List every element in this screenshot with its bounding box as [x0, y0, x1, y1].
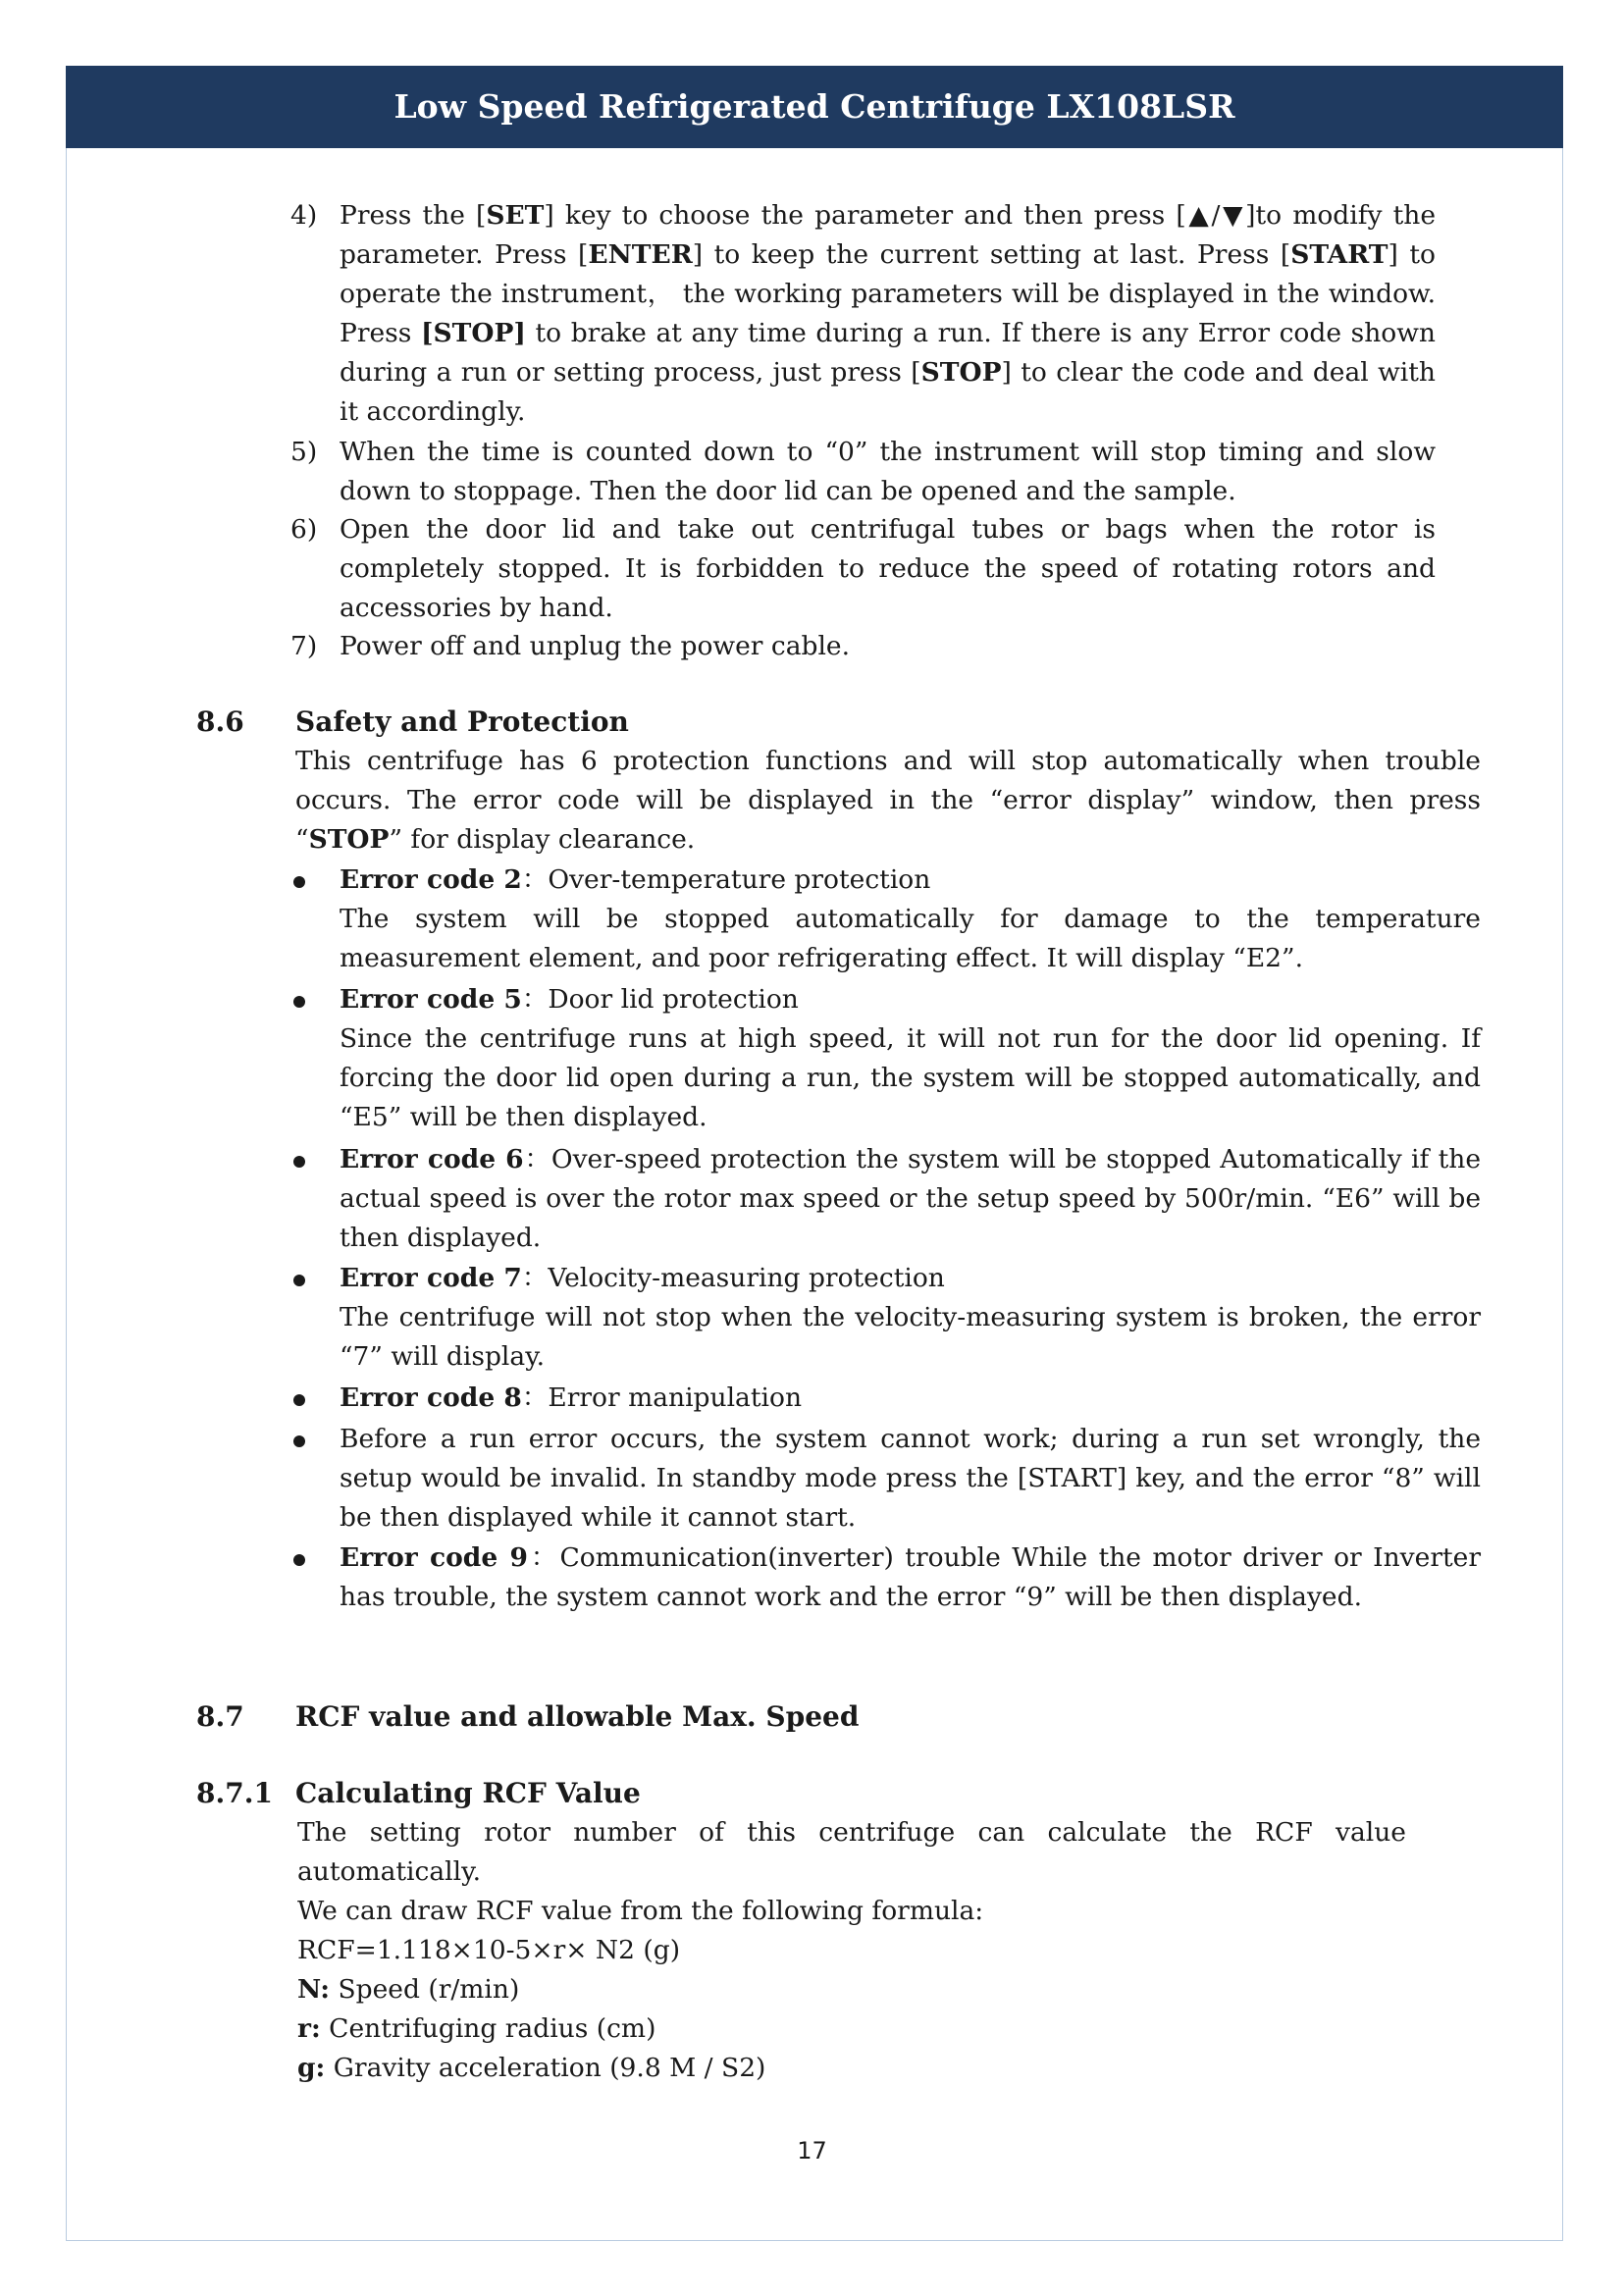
- error-item: Error code 6：Over-speed protection the system will be stopped Automatically if the actual speed is over the rotor max speed or the setup speed by 500r/min. “E6” will be then displayed.: [340, 1144, 1481, 1253]
- step-text: Power off and unplug the power cable.: [340, 631, 851, 661]
- error-item: Error code 9：Communication(inverter) trouble While the motor driver or Inverter has trouble, the system cannot work and the error “9” will be then displayed.: [340, 1542, 1482, 1612]
- subsection-number: 8.7.1: [196, 1777, 273, 1809]
- step-number: 7): [290, 631, 318, 661]
- bullet-icon: [293, 1275, 305, 1286]
- document-title: Low Speed Refrigerated Centrifuge LX108LSR: [393, 87, 1235, 126]
- section-number: 8.7: [196, 1700, 244, 1733]
- step-text: Open the door lid and take out centrifugal tubes or bags when the rotor is completely stopped. It is forbidden to reduce the speed of rotating rotors and accessories by hand.: [340, 514, 1436, 623]
- error-heading: Error code 5：Door lid protection: [340, 984, 799, 1015]
- subsection-title: Calculating RCF Value: [295, 1777, 641, 1809]
- subsection-intro: The setting rotor number of this centrifuge can calculate the RCF value automatically.: [297, 1817, 1406, 1887]
- step-number: 5): [290, 437, 318, 467]
- error-description: The system will be stopped automatically for damage to the temperature measurement element, and poor refrigerating effect. It will display “E2”.: [340, 904, 1481, 973]
- step-text: Press the [SET] key to choose the parameter and then press [▲/▼]to modify the parameter. Press [ENTER] to keep the current setting at last. Press [START] to operate the instrument， the working parameters will be displayed in the window. Press [STOP] to brake at any time during a run. If there is any Error code shown during a run or setting process, just press [STOP] to clear the code and deal with it accordingly.: [340, 200, 1437, 427]
- error-heading: Error code 7：Velocity-measuring protection: [340, 1263, 945, 1293]
- formula-variable: g: Gravity acceleration (9.8 M / S2): [297, 2053, 766, 2083]
- bullet-icon: [293, 1554, 305, 1566]
- bullet-icon: [293, 996, 305, 1008]
- error-description: Since the centrifuge runs at high speed, it will not run for the door lid opening. If forcing the door lid open during a run, the system will be stopped automatically, and “E5” will be then displayed.: [340, 1023, 1481, 1132]
- section-title: Safety and Protection: [295, 705, 629, 738]
- formula-variable: r: Centrifuging radius (cm): [297, 2013, 656, 2044]
- formula-variable: N: Speed (r/min): [297, 1974, 520, 2005]
- error-description: The centrifuge will not stop when the velocity-measuring system is broken, the error “7” will display.: [340, 1302, 1481, 1372]
- error-heading: Error code 8：Error manipulation: [340, 1382, 803, 1413]
- error-note: Before a run error occurs, the system cannot work; during a run set wrongly, the setup would be invalid. In standby mode press the [START] key, and the error “8” will be then displayed while it cannot start.: [340, 1424, 1481, 1533]
- step-number: 4): [290, 200, 318, 231]
- error-heading: Error code 2：Over-temperature protection: [340, 864, 931, 895]
- document-header: [66, 66, 1563, 148]
- bullet-icon: [293, 876, 305, 888]
- bullet-icon: [293, 1394, 305, 1406]
- formula-intro: We can draw RCF value from the following formula:: [297, 1896, 984, 1926]
- section-intro: This centrifuge has 6 protection functions and will stop automatically when trouble occurs. The error code will be displayed in the “error display” window, then press “STOP” for display clearance.: [295, 746, 1481, 855]
- bullet-icon: [293, 1156, 305, 1168]
- section-number: 8.6: [196, 705, 244, 738]
- page-number: 17: [797, 2137, 827, 2165]
- section-title: RCF value and allowable Max. Speed: [295, 1700, 860, 1733]
- bullet-icon: [293, 1435, 305, 1447]
- rcf-formula: RCF=1.118×10-5×r× N2 (g): [297, 1935, 681, 1965]
- step-text: When the time is counted down to “0” the instrument will stop timing and slow down to stoppage. Then the door lid can be opened and the sample.: [340, 437, 1436, 506]
- step-number: 6): [290, 514, 318, 545]
